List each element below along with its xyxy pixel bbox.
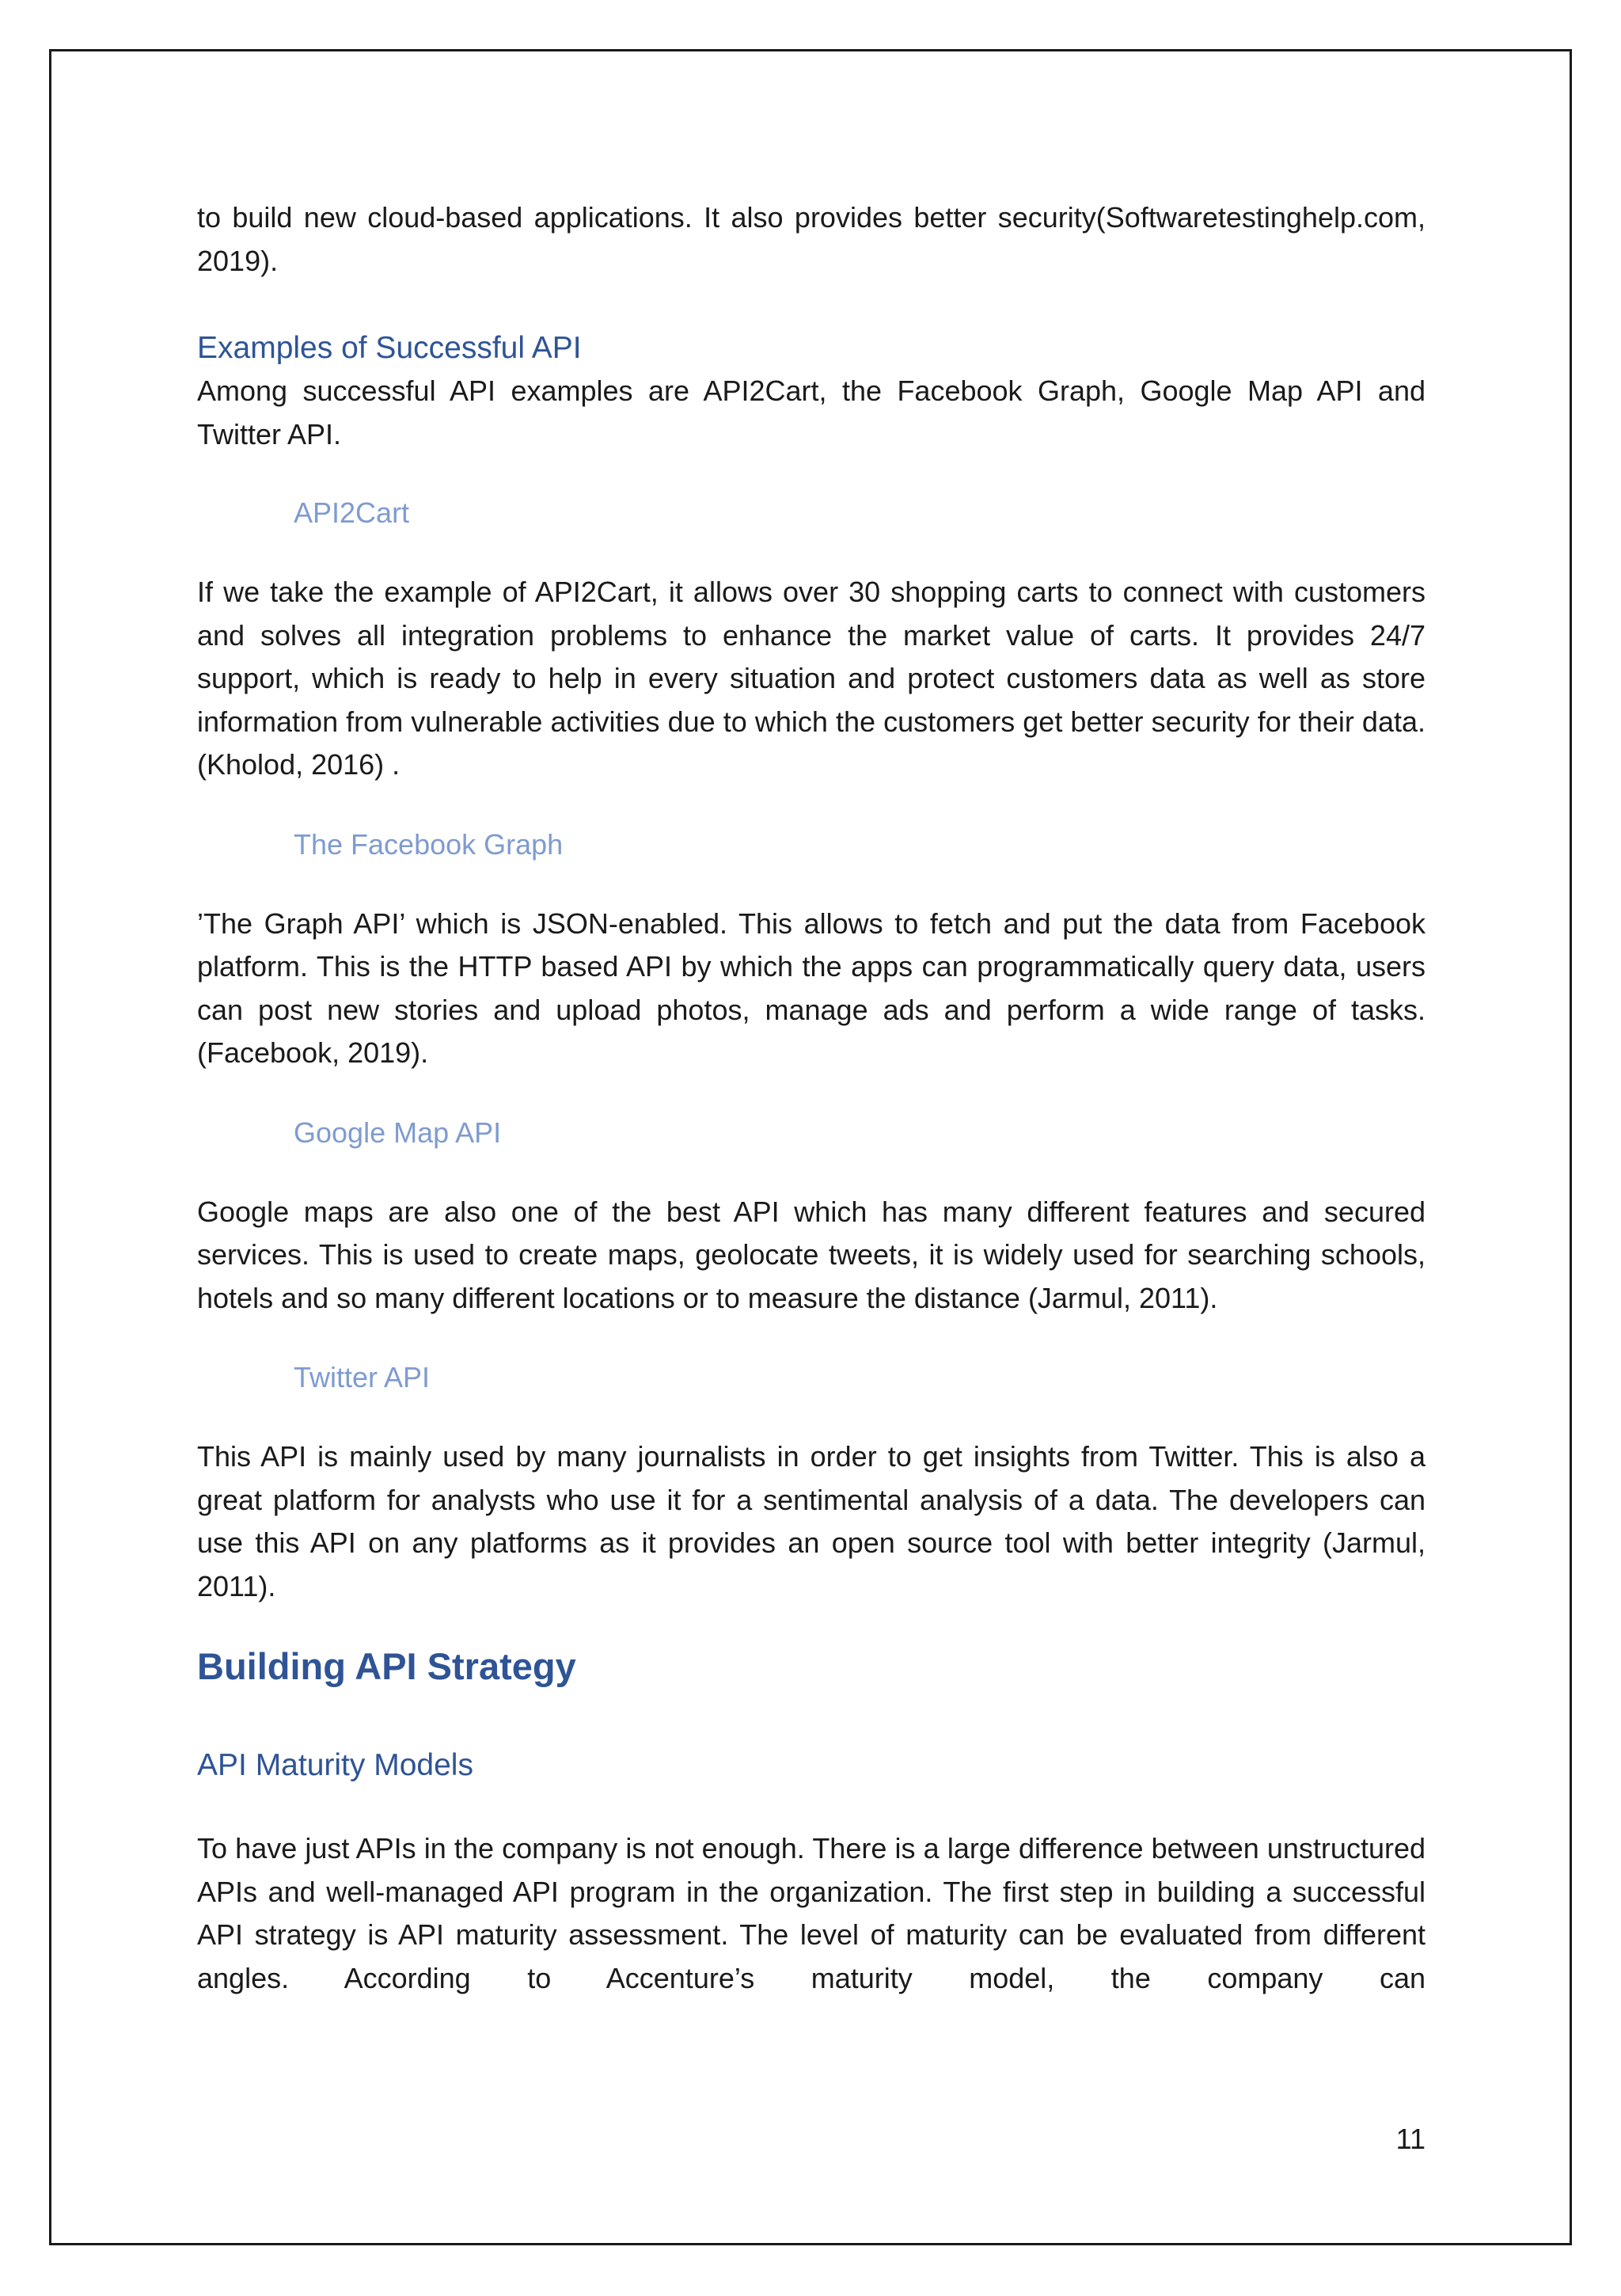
intro-paragraph: to build new cloud-based applications. It also provides better security(Softwaretestinghelp.com, 2019). [197,201,1425,277]
facebook-heading: The Facebook Graph [294,827,564,861]
api2cart-heading: API2Cart [294,496,410,529]
twitter-heading: Twitter API [294,1361,431,1393]
page-number: 11 [1395,2123,1425,2155]
maturity-heading: API Maturity Models [197,1748,473,1782]
examples-heading: Examples of Successful API [197,331,582,365]
api2cart-paragraph: If we take the example of API2Cart, it allows over 30 shopping carts to connect with customers and solves all integration problems to enhance the market value of carts. It provides 24/7 support, which is ready to help in every situation and protect customers data as well as store information from vulnerable activities due to which the customers get better security for their data. (Kholod, 2016) . [197,576,1425,781]
facebook-paragraph: ’The Graph API’ which is JSON-enabled. This allows to fetch and put the data from Facebook platform. This is the HTTP based API by which the apps can programmatically query data, users can post new stories and upload photos, manage ads and perform a wide range of tasks. (Facebook, 2019). [197,907,1425,1069]
examples-paragraph: Among successful API examples are API2Cart, the Facebook Graph, Google Map API and Twitter API. [197,374,1425,450]
google-map-heading: Google Map API [294,1116,502,1149]
maturity-paragraph: To have just APIs in the company is not enough. There is a large difference between unstructured APIs and well-managed API program in the organization. The first step in building a successful API strategy is API maturity assessment. The level of maturity can be evaluated from different angles. According to Accenture’s maturity model, the company can [197,1832,1425,1994]
google-map-paragraph: Google maps are also one of the best API which has many different features and secured services. This is used to create maps, geolocate tweets, it is widely used for searching schools, hotels and so many different locations or to measure the distance (Jarmul, 2011). [197,1195,1425,1314]
twitter-paragraph: This API is mainly used by many journalists in order to get insights from Twitter. This is also a great platform for analysts who use it for a sentimental analysis of a data. The developers can use this API on any platforms as it provides an open source tool with better integrity (Jarmul, 2011). [197,1440,1425,1602]
strategy-heading: Building API Strategy [197,1645,576,1687]
document-body [197,196,1425,2000]
